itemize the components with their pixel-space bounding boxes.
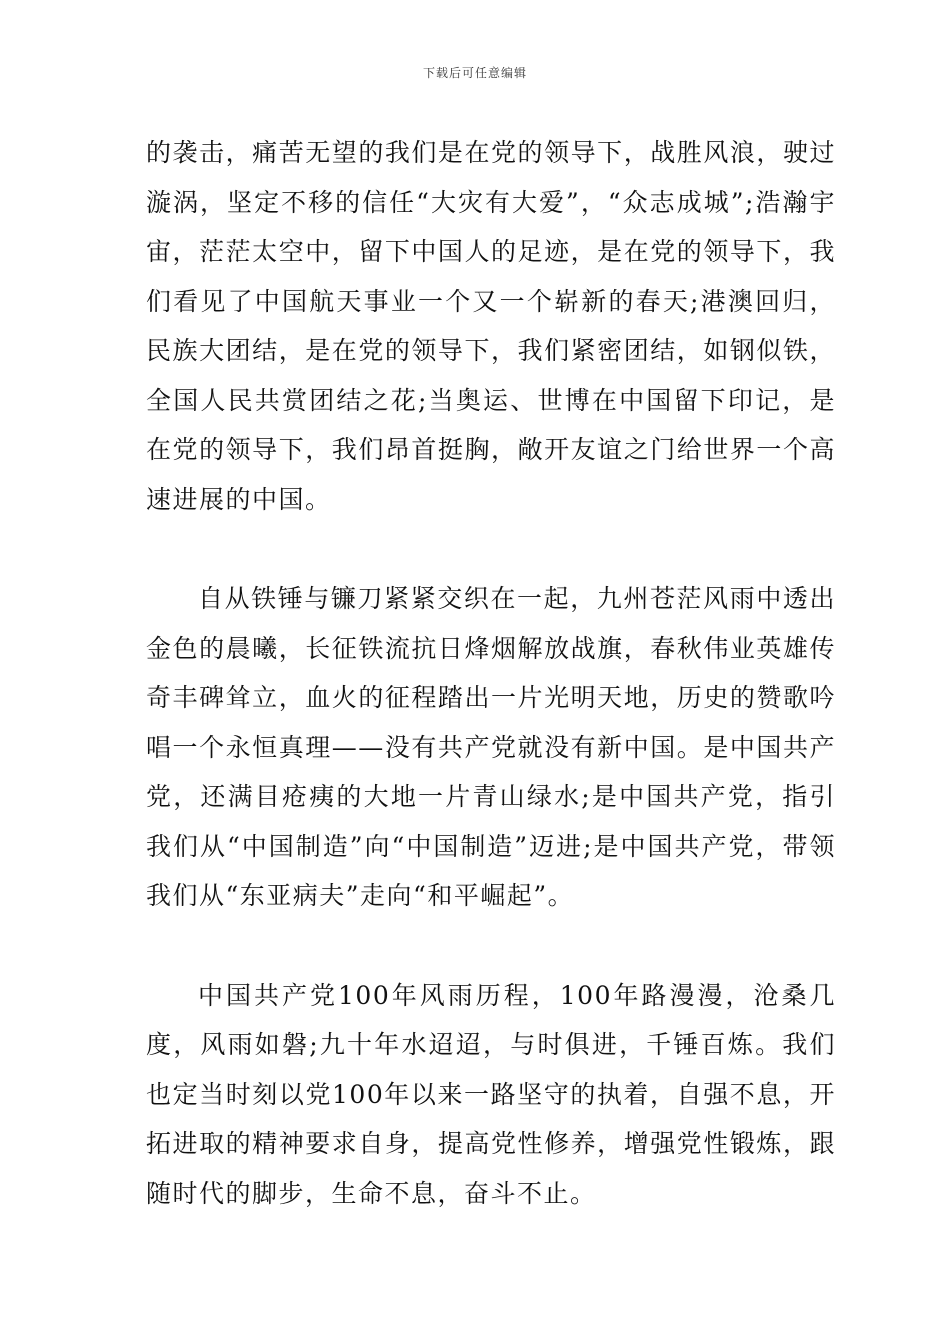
paragraph-2: 自从铁锤与镰刀紧紧交织在一起，九州苍茫风雨中透出金色的晨曦，长征铁流抗日烽烟解放战旗，春秋伟业英雄传奇丰碑耸立，血火的征程踏出一片光明天地，历史的赞歌吟唱一个永恒真理——没有共产党就没有新中国。是中国共产党，还满目疮痍的大地一片青山绿水;是中国共产党，指引我们从“中国制造”向“中国制造”迈进;是中国共产党，带领我们从“东亚病夫”走向“和平崛起”。	[146, 584, 836, 910]
document-body	[146, 128, 836, 1218]
paragraph-3: 中国共产党100年风雨历程，100年路漫漫，沧桑几度，风雨如磐;九十年水迢迢，与时俱进，千锤百炼。我们也定当时刻以党100年以来一路坚守的执着，自强不息，开拓进取的精神要求自身，提高党性修养，增强党性锻炼，跟随时代的脚步，生命不息，奋斗不止。	[146, 980, 836, 1208]
paragraph-spacer	[146, 921, 836, 971]
paragraph-1: 的袭击，痛苦无望的我们是在党的领导下，战胜风浪，驶过漩涡，坚定不移的信任“大灾有大爱”，“众志成城”;浩瀚宇宙，茫茫太空中，留下中国人的足迹，是在党的领导下，我们看见了中国航天事业一个又一个崭新的春天;港澳回归，民族大团结，是在党的领导下，我们紧密团结，如钢似铁，全国人民共赏团结之花;当奥运、世博在中国留下印记，是在党的领导下，我们昂首挺胸，敞开友谊之门给世界一个高速进展的中国。	[146, 138, 836, 514]
page-header: 下载后可任意编辑	[422, 66, 527, 80]
paragraph-spacer	[146, 524, 836, 574]
